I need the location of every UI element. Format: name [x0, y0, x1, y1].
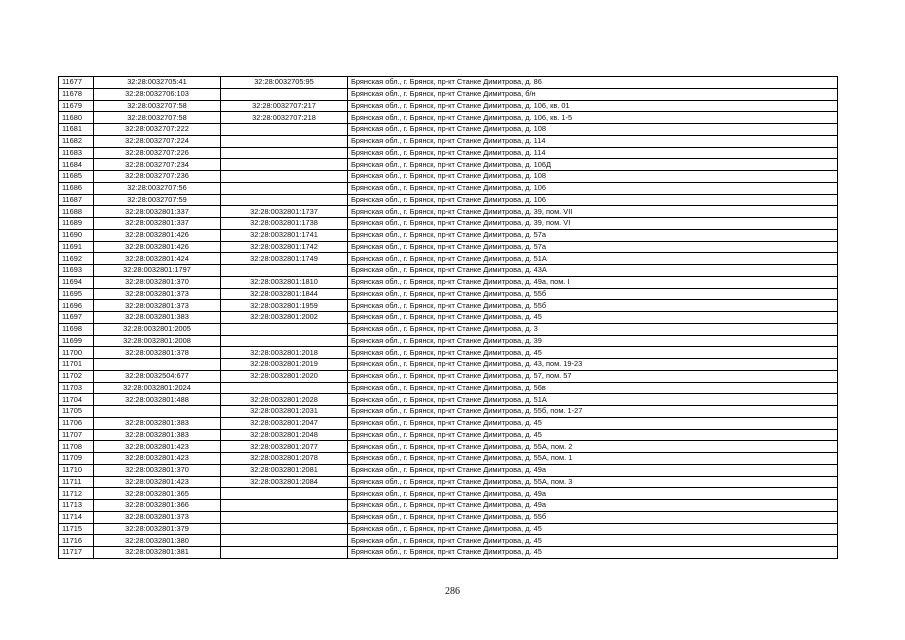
cadastral-number-cell: 32:28:0032801:1797: [94, 265, 221, 277]
object-number-cell: [221, 194, 348, 206]
address-cell: Брянская обл., г. Брянск, пр-кт Станке Димитрова, д. 45: [348, 523, 838, 535]
row-number-cell: 11685: [59, 171, 94, 183]
object-number-cell: 32:28:0032801:1844: [221, 288, 348, 300]
row-number-cell: 11677: [59, 77, 94, 89]
cadastral-number-cell: 32:28:0032801:381: [94, 547, 221, 559]
table-row: [59, 182, 838, 194]
address-cell: Брянская обл., г. Брянск, пр-кт Станке Димитрова, д. 49а: [348, 488, 838, 500]
address-cell: Брянская обл., г. Брянск, пр-кт Станке Димитрова, д. 55А, пом. 3: [348, 476, 838, 488]
address-cell: Брянская обл., г. Брянск, пр-кт Станке Димитрова, д. 45: [348, 429, 838, 441]
address-cell: Брянская обл., г. Брянск, пр-кт Станке Димитрова, д. 45: [348, 535, 838, 547]
cadastral-number-cell: 32:28:0032801:2005: [94, 323, 221, 335]
row-number-cell: 11689: [59, 218, 94, 230]
object-number-cell: 32:28:0032801:2048: [221, 429, 348, 441]
cadastral-number-cell: 32:28:0032707:236: [94, 171, 221, 183]
table-row: [59, 218, 838, 230]
row-number-cell: 11681: [59, 124, 94, 136]
row-number-cell: 11707: [59, 429, 94, 441]
object-number-cell: 32:28:0032801:1749: [221, 253, 348, 265]
cadastral-number-cell: 32:28:0032801:379: [94, 523, 221, 535]
object-number-cell: 32:28:0032801:1741: [221, 229, 348, 241]
object-number-cell: 32:28:0032801:1742: [221, 241, 348, 253]
object-number-cell: 32:28:0032801:1738: [221, 218, 348, 230]
row-number-cell: 11697: [59, 312, 94, 324]
object-number-cell: [221, 488, 348, 500]
row-number-cell: 11716: [59, 535, 94, 547]
cadastral-number-cell: 32:28:0032801:488: [94, 394, 221, 406]
address-cell: Брянская обл., г. Брянск, пр-кт Станке Димитрова, д. 108: [348, 171, 838, 183]
cadastral-number-cell: 32:28:0032707:59: [94, 194, 221, 206]
object-number-cell: 32:28:0032801:1959: [221, 300, 348, 312]
object-number-cell: 32:28:0032801:2028: [221, 394, 348, 406]
table-row: [59, 417, 838, 429]
object-number-cell: [221, 500, 348, 512]
table-row: [59, 547, 838, 559]
address-cell: Брянская обл., г. Брянск, пр-кт Станке Димитрова, д. 39, пом. VII: [348, 206, 838, 218]
cadastral-number-cell: 32:28:0032801:423: [94, 441, 221, 453]
table-row: [59, 429, 838, 441]
row-number-cell: 11692: [59, 253, 94, 265]
table-row: [59, 359, 838, 371]
row-number-cell: 11698: [59, 323, 94, 335]
row-number-cell: 11706: [59, 417, 94, 429]
object-number-cell: [221, 265, 348, 277]
object-number-cell: [221, 511, 348, 523]
object-number-cell: 32:28:0032801:2031: [221, 406, 348, 418]
cadastral-number-cell: 32:28:0032801:370: [94, 464, 221, 476]
object-number-cell: [221, 535, 348, 547]
table-row: [59, 100, 838, 112]
row-number-cell: 11717: [59, 547, 94, 559]
cadastral-number-cell: 32:28:0032801:383: [94, 417, 221, 429]
address-cell: Брянская обл., г. Брянск, пр-кт Станке Димитрова, д. 55б: [348, 511, 838, 523]
table-row: [59, 394, 838, 406]
row-number-cell: 11709: [59, 453, 94, 465]
object-number-cell: 32:28:0032801:2081: [221, 464, 348, 476]
row-number-cell: 11687: [59, 194, 94, 206]
object-number-cell: 32:28:0032801:2047: [221, 417, 348, 429]
cadastral-number-cell: 32:28:0032801:423: [94, 453, 221, 465]
cadastral-number-cell: 32:28:0032801:378: [94, 347, 221, 359]
object-number-cell: [221, 382, 348, 394]
table-row: [59, 253, 838, 265]
cadastral-number-cell: 32:28:0032801:373: [94, 511, 221, 523]
address-cell: Брянская обл., г. Брянск, пр-кт Станке Димитрова, д. 43, пом. 19-23: [348, 359, 838, 371]
object-number-cell: [221, 124, 348, 136]
page-number: 286: [445, 586, 460, 597]
object-number-cell: 32:28:0032801:2084: [221, 476, 348, 488]
object-number-cell: [221, 171, 348, 183]
row-number-cell: 11696: [59, 300, 94, 312]
row-number-cell: 11705: [59, 406, 94, 418]
address-cell: Брянская обл., г. Брянск, пр-кт Станке Димитрова, д. 45: [348, 417, 838, 429]
address-cell: Брянская обл., г. Брянск, пр-кт Станке Димитрова, д. 56в: [348, 382, 838, 394]
table-row: [59, 229, 838, 241]
row-number-cell: 11713: [59, 500, 94, 512]
table-row: [59, 159, 838, 171]
object-number-cell: 32:28:0032801:2077: [221, 441, 348, 453]
object-number-cell: 32:28:0032801:2078: [221, 453, 348, 465]
row-number-cell: 11703: [59, 382, 94, 394]
address-cell: Брянская обл., г. Брянск, пр-кт Станке Димитрова, д. 106: [348, 194, 838, 206]
row-number-cell: 11695: [59, 288, 94, 300]
address-cell: Брянская обл., г. Брянск, пр-кт Станке Димитрова, д. 57а: [348, 241, 838, 253]
object-number-cell: 32:28:0032801:2002: [221, 312, 348, 324]
row-number-cell: 11686: [59, 182, 94, 194]
table-row: [59, 300, 838, 312]
table-row: [59, 88, 838, 100]
object-number-cell: [221, 523, 348, 535]
cadastral-number-cell: [94, 359, 221, 371]
row-number-cell: 11683: [59, 147, 94, 159]
table-row: [59, 382, 838, 394]
cadastral-number-cell: 32:28:0032801:337: [94, 218, 221, 230]
cadastral-number-cell: 32:28:0032705:41: [94, 77, 221, 89]
row-number-cell: 11679: [59, 100, 94, 112]
address-cell: Брянская обл., г. Брянск, пр-кт Станке Димитрова, д. 49а, пом. I: [348, 276, 838, 288]
cadastral-number-cell: 32:28:0032801:423: [94, 476, 221, 488]
object-number-cell: [221, 335, 348, 347]
table-row: [59, 135, 838, 147]
table-row: [59, 323, 838, 335]
object-number-cell: [221, 147, 348, 159]
address-cell: Брянская обл., г. Брянск, пр-кт Станке Димитрова, б/н: [348, 88, 838, 100]
row-number-cell: 11715: [59, 523, 94, 535]
table-row: [59, 171, 838, 183]
address-cell: Брянская обл., г. Брянск, пр-кт Станке Димитрова, д. 45: [348, 312, 838, 324]
address-cell: Брянская обл., г. Брянск, пр-кт Станке Димитрова, д. 55б: [348, 300, 838, 312]
table-row: [59, 347, 838, 359]
row-number-cell: 11693: [59, 265, 94, 277]
cadastral-number-cell: 32:28:0032801:373: [94, 288, 221, 300]
table-row: [59, 112, 838, 124]
cadastral-number-cell: 32:28:0032707:226: [94, 147, 221, 159]
object-number-cell: 32:28:0032801:2020: [221, 370, 348, 382]
row-number-cell: 11710: [59, 464, 94, 476]
table-row: [59, 488, 838, 500]
table-row: [59, 511, 838, 523]
address-cell: Брянская обл., г. Брянск, пр-кт Станке Димитрова, д. 57, пом. 57: [348, 370, 838, 382]
address-cell: Брянская обл., г. Брянск, пр-кт Станке Димитрова, д. 106, кв. 01: [348, 100, 838, 112]
cadastral-number-cell: [94, 406, 221, 418]
row-number-cell: 11711: [59, 476, 94, 488]
object-number-cell: 32:28:0032707:218: [221, 112, 348, 124]
address-cell: Брянская обл., г. Брянск, пр-кт Станке Димитрова, д. 57а: [348, 229, 838, 241]
table-row: [59, 406, 838, 418]
cadastral-number-cell: 32:28:0032707:56: [94, 182, 221, 194]
object-number-cell: [221, 182, 348, 194]
address-cell: Брянская обл., г. Брянск, пр-кт Станке Димитрова, д. 108: [348, 124, 838, 136]
table-row: [59, 370, 838, 382]
table-row: [59, 335, 838, 347]
object-number-cell: 32:28:0032801:2019: [221, 359, 348, 371]
table-row: [59, 77, 838, 89]
table-row: [59, 535, 838, 547]
cadastral-number-cell: 32:28:0032801:337: [94, 206, 221, 218]
row-number-cell: 11700: [59, 347, 94, 359]
table-row: [59, 124, 838, 136]
address-cell: Брянская обл., г. Брянск, пр-кт Станке Димитрова, д. 3: [348, 323, 838, 335]
table-row: [59, 500, 838, 512]
cadastral-number-cell: 32:28:0032801:424: [94, 253, 221, 265]
address-cell: Брянская обл., г. Брянск, пр-кт Станке Димитрова, д. 45: [348, 547, 838, 559]
cadastral-number-cell: 32:28:0032707:234: [94, 159, 221, 171]
cadastral-number-cell: 32:28:0032801:380: [94, 535, 221, 547]
row-number-cell: 11684: [59, 159, 94, 171]
row-number-cell: 11690: [59, 229, 94, 241]
registry-table: [58, 76, 838, 559]
address-cell: Брянская обл., г. Брянск, пр-кт Станке Димитрова, д. 55б, пом. 1-27: [348, 406, 838, 418]
cadastral-number-cell: 32:28:0032801:2024: [94, 382, 221, 394]
cadastral-number-cell: 32:28:0032707:58: [94, 100, 221, 112]
cadastral-number-cell: 32:28:0032504:677: [94, 370, 221, 382]
row-number-cell: 11714: [59, 511, 94, 523]
cadastral-number-cell: 32:28:0032801:426: [94, 229, 221, 241]
address-cell: Брянская обл., г. Брянск, пр-кт Станке Димитрова, д. 106, кв. 1-5: [348, 112, 838, 124]
row-number-cell: 11699: [59, 335, 94, 347]
address-cell: Брянская обл., г. Брянск, пр-кт Станке Димитрова, д. 55А, пом. 2: [348, 441, 838, 453]
cadastral-number-cell: 32:28:0032801:373: [94, 300, 221, 312]
table-row: [59, 453, 838, 465]
cadastral-number-cell: 32:28:0032707:58: [94, 112, 221, 124]
row-number-cell: 11682: [59, 135, 94, 147]
object-number-cell: [221, 159, 348, 171]
address-cell: Брянская обл., г. Брянск, пр-кт Станке Димитрова, д. 49а: [348, 500, 838, 512]
table-row: [59, 276, 838, 288]
table-row: [59, 147, 838, 159]
object-number-cell: 32:28:0032801:1737: [221, 206, 348, 218]
address-cell: Брянская обл., г. Брянск, пр-кт Станке Димитрова, д. 49а: [348, 464, 838, 476]
row-number-cell: 11704: [59, 394, 94, 406]
object-number-cell: [221, 135, 348, 147]
cadastral-number-cell: 32:28:0032707:224: [94, 135, 221, 147]
object-number-cell: [221, 323, 348, 335]
object-number-cell: [221, 88, 348, 100]
table-row: [59, 312, 838, 324]
address-cell: Брянская обл., г. Брянск, пр-кт Станке Димитрова, д. 39, пом. VI: [348, 218, 838, 230]
address-cell: Брянская обл., г. Брянск, пр-кт Станке Димитрова, д. 43А: [348, 265, 838, 277]
row-number-cell: 11688: [59, 206, 94, 218]
table-row: [59, 241, 838, 253]
cadastral-number-cell: 32:28:0032801:426: [94, 241, 221, 253]
cadastral-number-cell: 32:28:0032801:365: [94, 488, 221, 500]
address-cell: Брянская обл., г. Брянск, пр-кт Станке Димитрова, д. 45: [348, 347, 838, 359]
row-number-cell: 11701: [59, 359, 94, 371]
row-number-cell: 11712: [59, 488, 94, 500]
table-row: [59, 265, 838, 277]
object-number-cell: 32:28:0032801:1810: [221, 276, 348, 288]
cadastral-number-cell: 32:28:0032801:366: [94, 500, 221, 512]
address-cell: Брянская обл., г. Брянск, пр-кт Станке Димитрова, д. 51А: [348, 394, 838, 406]
table-row: [59, 464, 838, 476]
address-cell: Брянская обл., г. Брянск, пр-кт Станке Димитрова, д. 114: [348, 147, 838, 159]
table-row: [59, 441, 838, 453]
cadastral-number-cell: 32:28:0032707:222: [94, 124, 221, 136]
address-cell: Брянская обл., г. Брянск, пр-кт Станке Димитрова, д. 55б: [348, 288, 838, 300]
cadastral-number-cell: 32:28:0032801:2008: [94, 335, 221, 347]
table-row: [59, 206, 838, 218]
table-row: [59, 288, 838, 300]
cadastral-number-cell: 32:28:0032801:370: [94, 276, 221, 288]
row-number-cell: 11708: [59, 441, 94, 453]
address-cell: Брянская обл., г. Брянск, пр-кт Станке Димитрова, д. 106: [348, 182, 838, 194]
cadastral-number-cell: 32:28:0032801:383: [94, 312, 221, 324]
address-cell: Брянская обл., г. Брянск, пр-кт Станке Димитрова, д. 39: [348, 335, 838, 347]
row-number-cell: 11694: [59, 276, 94, 288]
object-number-cell: 32:28:0032801:2018: [221, 347, 348, 359]
address-cell: Брянская обл., г. Брянск, пр-кт Станке Димитрова, д. 114: [348, 135, 838, 147]
address-cell: Брянская обл., г. Брянск, пр-кт Станке Димитрова, д. 106Д: [348, 159, 838, 171]
row-number-cell: 11680: [59, 112, 94, 124]
cadastral-number-cell: 32:28:0032801:383: [94, 429, 221, 441]
table-row: [59, 523, 838, 535]
object-number-cell: 32:28:0032707:217: [221, 100, 348, 112]
table-row: [59, 194, 838, 206]
row-number-cell: 11678: [59, 88, 94, 100]
object-number-cell: [221, 547, 348, 559]
address-cell: Брянская обл., г. Брянск, пр-кт Станке Димитрова, д. 86: [348, 77, 838, 89]
row-number-cell: 11691: [59, 241, 94, 253]
table-row: [59, 476, 838, 488]
row-number-cell: 11702: [59, 370, 94, 382]
cadastral-number-cell: 32:28:0032706:103: [94, 88, 221, 100]
registry-table-body: [59, 77, 838, 559]
address-cell: Брянская обл., г. Брянск, пр-кт Станке Димитрова, д. 55А, пом. 1: [348, 453, 838, 465]
object-number-cell: 32:28:0032705:95: [221, 77, 348, 89]
address-cell: Брянская обл., г. Брянск, пр-кт Станке Димитрова, д. 51А: [348, 253, 838, 265]
